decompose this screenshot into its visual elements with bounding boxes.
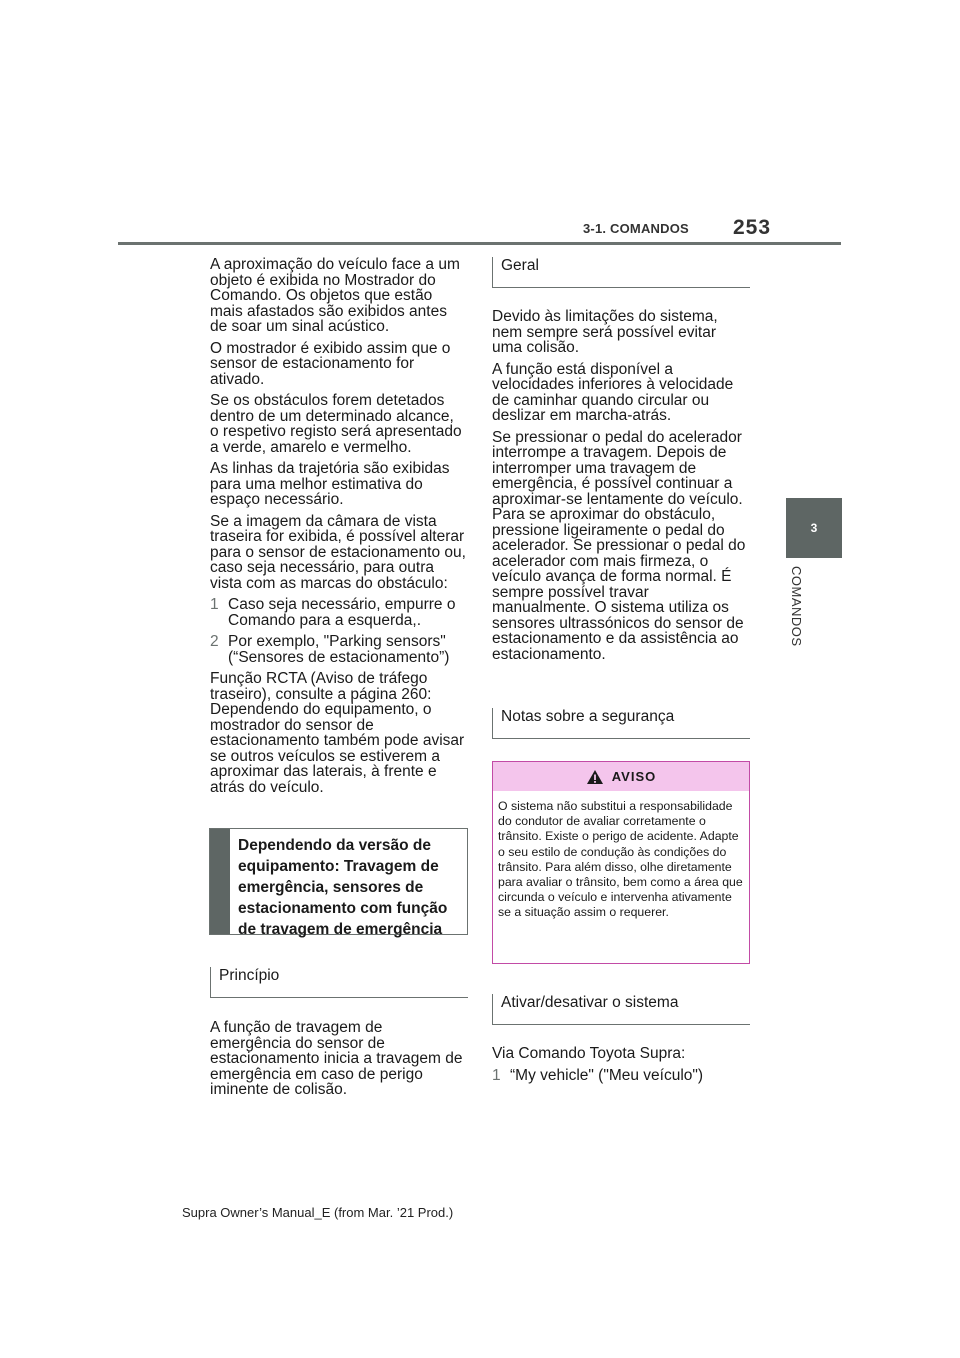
step-number: 2 [210, 633, 219, 650]
step-item [210, 597, 466, 628]
paragraph: Se os obstáculos forem detetados dentro de um determinado alcance, o respetivo registo será apresentado a verde, amarelo e vermelho. [210, 392, 462, 456]
left-column [210, 257, 466, 801]
warning-title: AVISO [611, 769, 657, 784]
heading-principio: Princípio [210, 967, 468, 998]
paragraph: Via Comando Toyota Supra: [492, 1045, 686, 1062]
chapter-tab: 3 [786, 498, 842, 558]
step-item [492, 1068, 748, 1084]
heading-ativar: Ativar/desativar o sistema [492, 994, 750, 1025]
paragraph: O mostrador é exibido assim que o sensor de estacionamento for ativado. [210, 339, 451, 388]
paragraph: Se a imagem da câmara de vista traseira for exibida, é possível alterar para o sensor de estacionamento ou, caso seja necessário, para outra vista com as marcas do obstáculo: [210, 512, 466, 592]
page-number: 253 [733, 216, 772, 239]
step-text: “My vehicle" ("Meu veículo") [510, 1066, 704, 1084]
step-text: Caso seja necessário, empurre o Comando para a esquerda,. [228, 596, 456, 629]
left-column-bottom [210, 1020, 466, 1104]
step-number: 1 [210, 596, 219, 613]
right-column [492, 309, 748, 668]
paragraph: Função RCTA (Aviso de tráfego traseiro), consulte a página 260: Dependendo do equipamento, o mostrador do sensor de estacionamento também pode avisar se outros veículos se estiverem a aproximar das laterais, à frente e atrás do veículo. [210, 670, 465, 796]
footer-text: Supra Owner’s Manual_E (from Mar. ’21 Prod.) [182, 1205, 454, 1220]
warning-icon [586, 769, 604, 785]
step-text: Por exemplo, "Parking sensors" (“Sensores de estacionamento”) [228, 633, 450, 666]
subsection-box [209, 828, 468, 938]
paragraph: A aproximação do veículo face a um objeto é exibida no Mostrador do Comando. Os objetos que estão mais afastados são exibidos antes de soar um sinal acústico. [210, 256, 460, 335]
paragraph: Se pressionar o pedal do acelerador interrompe a travagem. Depois de interromper uma travagem de emergência, é possível continuar a aproximar-se lentamente do veículo. Para se aproximar do obstáculo, pressione ligeiramente o pedal do acelerador. Se pressionar o pedal do acelerador com mais firmeza, o veículo avança de forma normal. É sempre possível travar manualmente. O sistema utiliza os sensores ultrassónicos do sensor de estacionamento e da assistência ao estacionamento. [492, 428, 746, 663]
paragraph: A função de travagem de emergência do sensor de estacionamento inicia a travagem de emergência em caso de perigo iminente de colisão. [210, 1019, 463, 1098]
box-bar [210, 829, 230, 934]
paragraph: As linhas da trajetória são exibidas para uma melhor estimativa do espaço necessário. [210, 460, 450, 508]
paragraph: Devido às limitações do sistema, nem sempre será possível evitar uma colisão. [492, 308, 718, 356]
paragraph: A função está disponível a velocidades inferiores à velocidade de caminhar quando circular ou deslizar em marcha-atrás. [492, 360, 734, 424]
header-rule [118, 242, 841, 245]
warning-header [493, 762, 749, 791]
subsection-title: Dependendo da versão de equipamento: Travagem de emergência, sensores de estacionamento com função de travagem de emergência [238, 837, 448, 938]
heading-geral: Geral [492, 257, 750, 288]
heading-notas: Notas sobre a segurança [492, 708, 750, 739]
warning-box [492, 761, 750, 964]
step-item [210, 634, 466, 665]
section-title: 3-1. COMANDOS [583, 221, 689, 236]
warning-text: O sistema não substitui a responsabilidade do condutor de avaliar corretamente o trânsito. Existe o perigo de acidente. Adapte o seu estilo de condução às condições do trânsito. Para além disso, olhe diretamente para avaliar o trânsito, bem como a área que circunda o veículo e intervenha ativamente se a situação assim o requerer. [498, 799, 743, 920]
chapter-label: COMANDOS [789, 566, 804, 647]
right-column-bottom [492, 1046, 748, 1089]
step-number: 1 [492, 1066, 501, 1084]
